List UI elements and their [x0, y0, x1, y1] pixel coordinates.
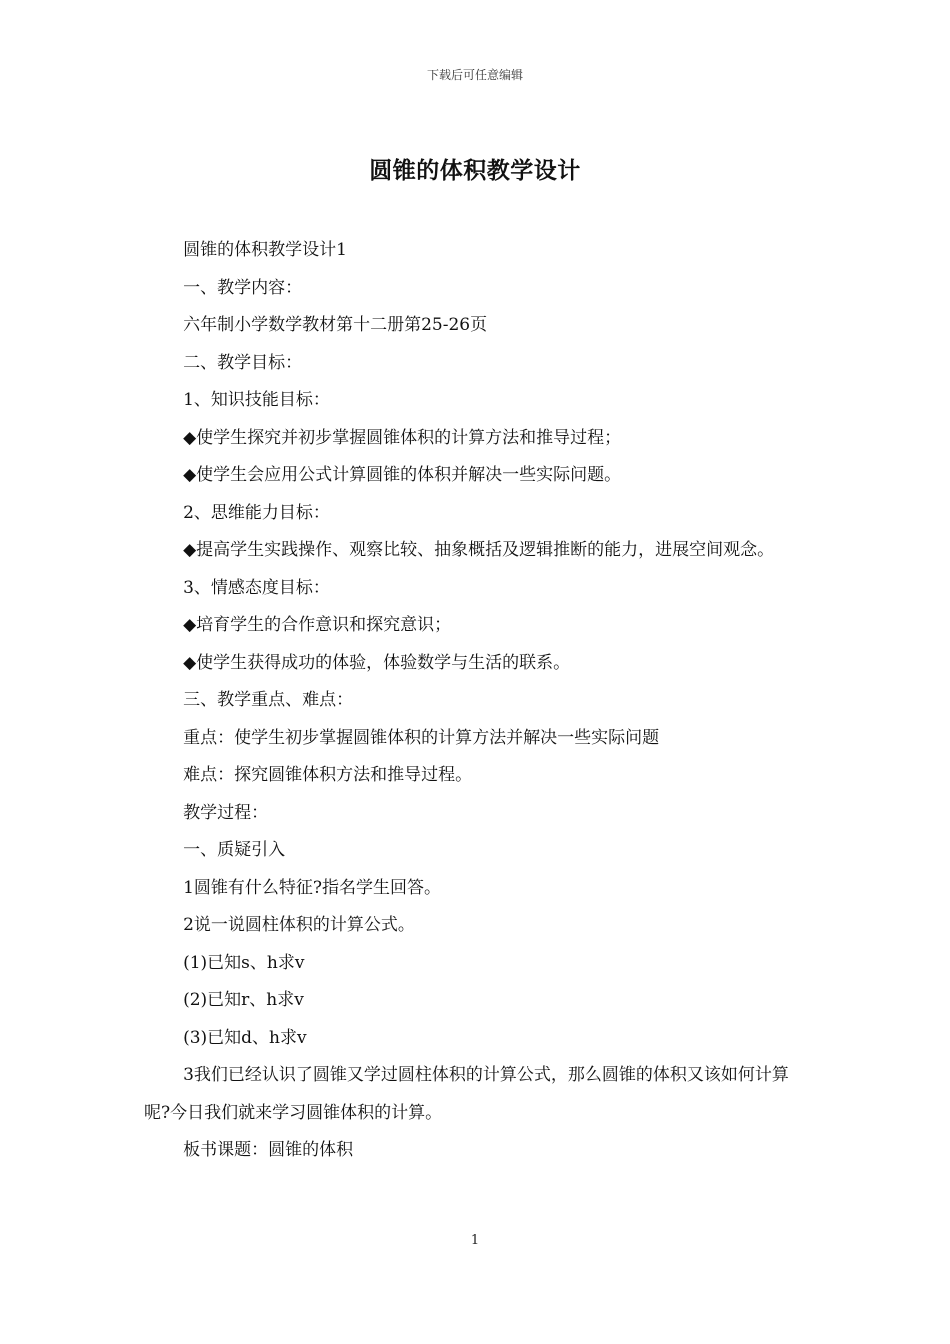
section-heading-content: 一、教学内容： — [183, 277, 303, 298]
bullet-item: ◆提高学生实践操作、观察比较、抽象概括及逻辑推断的能力，进展空间观念。 — [183, 540, 775, 560]
section-heading-key-points: 三、教学重点、难点： — [183, 690, 354, 710]
paragraph: 3我们已经认识了圆锥又学过圆柱体积的计算公式，那么圆锥的体积又该如何计算呢?今日我们就来学习圆锥体积的计算。 — [144, 1065, 789, 1123]
subsection-heading: 一、质疑引入 — [183, 840, 286, 860]
list-item: 2说一说圆柱体积的计算公式。 — [183, 915, 415, 935]
list-item: 1圆锥有什么特征?指名学生回答。 — [183, 877, 442, 898]
document-title: 圆锥的体积教学设计 — [369, 157, 581, 184]
subsection-heading: 3、情感态度目标： — [183, 577, 330, 598]
paragraph: 难点：探究圆锥体积方法和推导过程。 — [183, 765, 473, 785]
document-body — [144, 232, 812, 1170]
list-item: (3)已知d、h求v — [183, 1027, 307, 1048]
bullet-item: ◆使学生探究并初步掌握圆锥体积的计算方法和推导过程； — [183, 427, 622, 448]
list-item: (2)已知r、h求v — [183, 990, 304, 1010]
subsection-heading: 2、思维能力目标： — [183, 502, 330, 523]
paragraph: 六年制小学数学教材第十二册第25-26页 — [183, 315, 488, 335]
paragraph: 重点：使学生初步掌握圆锥体积的计算方法并解决一些实际问题 — [183, 727, 660, 748]
page-number: 1 — [470, 1233, 480, 1248]
list-item: (1)已知s、h求v — [183, 952, 305, 973]
section-heading-goals: 二、教学目标： — [183, 352, 303, 373]
subsection-heading: 1、知识技能目标： — [183, 390, 330, 410]
section-heading-process: 教学过程： — [183, 802, 269, 823]
bullet-item: ◆使学生会应用公式计算圆锥的体积并解决一些实际问题。 — [183, 465, 622, 485]
paragraph-subtitle: 圆锥的体积教学设计1 — [183, 240, 347, 260]
bullet-item: ◆培育学生的合作意识和探究意识； — [183, 615, 452, 635]
paragraph: 板书课题：圆锥的体积 — [183, 1140, 354, 1160]
header-note: 下载后可任意编辑 — [426, 68, 523, 82]
bullet-item: ◆使学生获得成功的体验，体验数学与生活的联系。 — [183, 652, 571, 673]
